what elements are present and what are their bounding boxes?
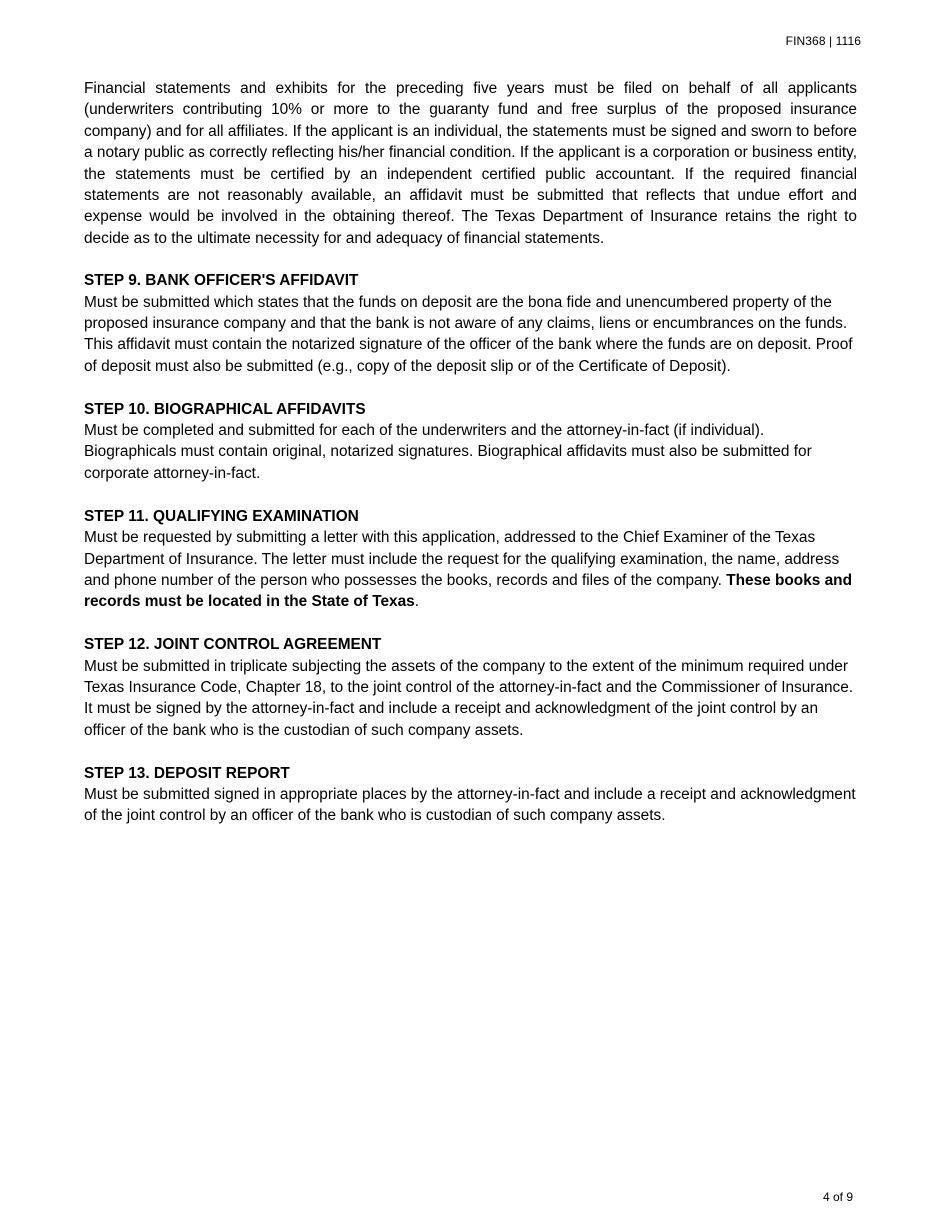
step-10-section: [84, 399, 857, 485]
step-11-body-bold: These books and records must be located in the State of Texas: [84, 571, 852, 611]
page-number: 4 of 9: [822, 1190, 853, 1204]
step-11-body-end: .: [414, 593, 419, 611]
step-13-heading: STEP 13. DEPOSIT REPORT: [84, 764, 290, 782]
step-13-body: Must be submitted signed in appropriate places by the attorney-in-fact and include a receipt and acknowledgment of the joint control by an officer of the bank who is custodian of such company assets.: [84, 785, 856, 825]
step-12-body: Must be submitted in triplicate subjecting the assets of the company to the extent of the minimum required under Texas Insurance Code, Chapter 18, to the joint control of the attorney-in-fact and the Commissioner of Insurance. It must be signed by the attorney-in-fact and include a receipt and acknowledgment of the joint control by an officer of the bank who is the custodian of such company assets.: [84, 657, 854, 739]
step-12-heading: STEP 12. JOINT CONTROL AGREEMENT: [84, 636, 382, 654]
document-content: [84, 78, 857, 848]
step-13-section: [84, 763, 857, 827]
step-9-heading: STEP 9. BANK OFFICER'S AFFIDAVIT: [84, 272, 359, 290]
step-11-body: Must be requested by submitting a letter with this application, addressed to the Chief Examiner of the Texas Department of Insurance. The letter must include the request for the qualifying examination, the name, address and phone number of the person who possesses the books, records and files of the company.: [84, 529, 840, 589]
form-code: FIN368 | 1116: [785, 34, 861, 48]
step-10-body: Must be completed and submitted for each of the underwriters and the attorney-in-fact (if individual). Biographicals must contain original, notarized signatures. Biographical affidavits must also be submitted for corporate attorney-in-fact.: [84, 422, 812, 482]
step-9-body: Must be submitted which states that the funds on deposit are the bona fide and unencumbered property of the proposed insurance company and that the bank is not aware of any claims, liens or encumbrances on the funds. This affidavit must contain the notarized signature of the officer of the bank where the funds are on deposit. Proof of deposit must also be submitted (e.g., copy of the deposit slip or of the Certificate of Deposit).: [84, 293, 853, 375]
intro-paragraph: Financial statements and exhibits for the preceding five years must be filed on behalf of all applicants (underwriters contributing 10% or more to the guaranty fund and free surplus of the proposed insurance company) and for all affiliates. If the applicant is an individual, the statements must be signed and sworn to before a notary public as correctly reflecting his/her financial condition. If the applicant is a corporation or business entity, the statements must be certified by an independent certified public accountant. If the required financial statements are not reasonably available, an affidavit must be submitted that reflects that undue effort and expense would be involved in the obtaining thereof. The Texas Department of Insurance retains the right to decide as to the ultimate necessity for and adequacy of financial statements.: [84, 80, 857, 247]
step-11-heading: STEP 11. QUALIFYING EXAMINATION: [84, 507, 359, 525]
step-11-section: [84, 506, 857, 613]
step-12-section: [84, 634, 857, 741]
step-9-section: [84, 270, 857, 377]
step-10-heading: STEP 10. BIOGRAPHICAL AFFIDAVITS: [84, 400, 366, 418]
step-11-body-paragraph: [84, 527, 857, 613]
